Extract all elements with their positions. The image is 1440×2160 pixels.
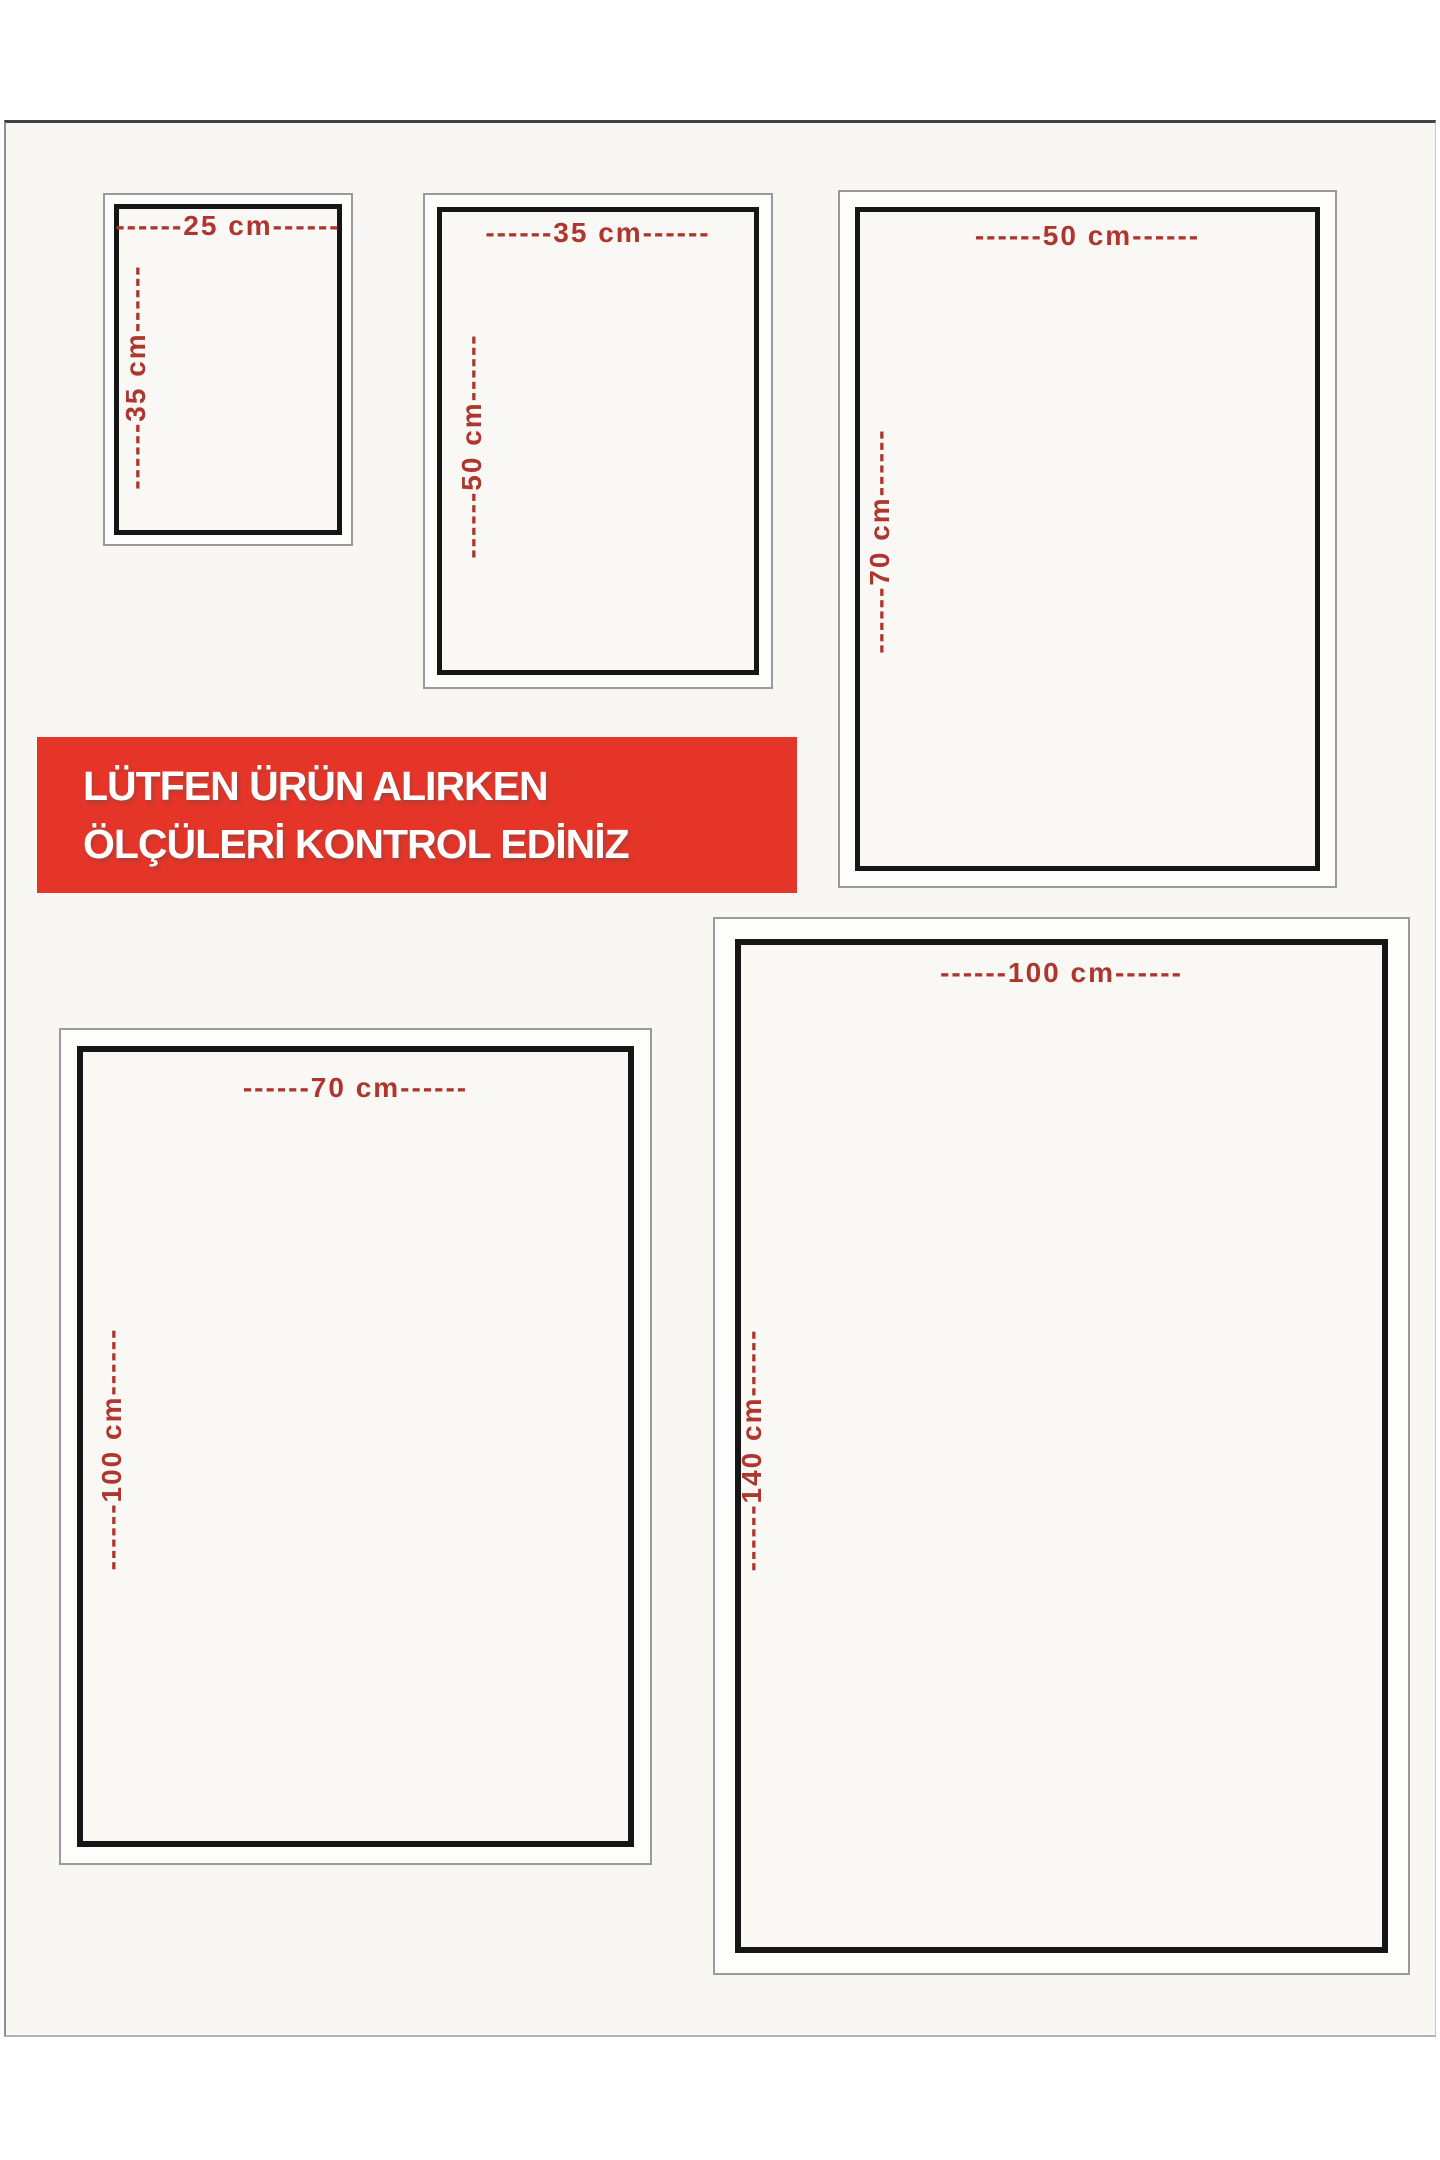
height-label-140cm: ------140 cm------ [736, 1328, 767, 1572]
height-label-35cm: ------35 cm------ [120, 264, 151, 490]
height-label-70cm: ------70 cm------ [864, 428, 895, 654]
size-box-100x140-frame [735, 939, 1388, 1953]
width-label-35cm: ------35 cm------ [485, 217, 711, 248]
size-box-50x70-frame [855, 207, 1320, 871]
size-box-100x140 [713, 917, 1410, 1975]
width-label-100cm: ------100 cm------ [940, 957, 1183, 988]
width-label-70cm: ------70 cm------ [242, 1072, 469, 1103]
warning-banner-line1: LÜTFEN ÜRÜN ALIRKEN [83, 763, 548, 809]
size-box-25x35 [103, 193, 353, 546]
size-box-70x100 [59, 1028, 652, 1865]
warning-banner-line2: ÖLÇÜLERİ KONTROL EDİNİZ [83, 821, 629, 867]
warning-banner [37, 737, 797, 893]
height-label-50cm: ------50 cm------ [456, 333, 487, 559]
size-box-70x100-frame [77, 1046, 634, 1847]
size-box-50x70 [838, 190, 1337, 888]
width-label-50cm: ------50 cm------ [974, 220, 1201, 251]
width-label-25cm: ------25 cm------ [115, 210, 341, 241]
height-label-100cm: ------100 cm------ [96, 1327, 127, 1571]
size-box-35x50 [423, 193, 773, 689]
